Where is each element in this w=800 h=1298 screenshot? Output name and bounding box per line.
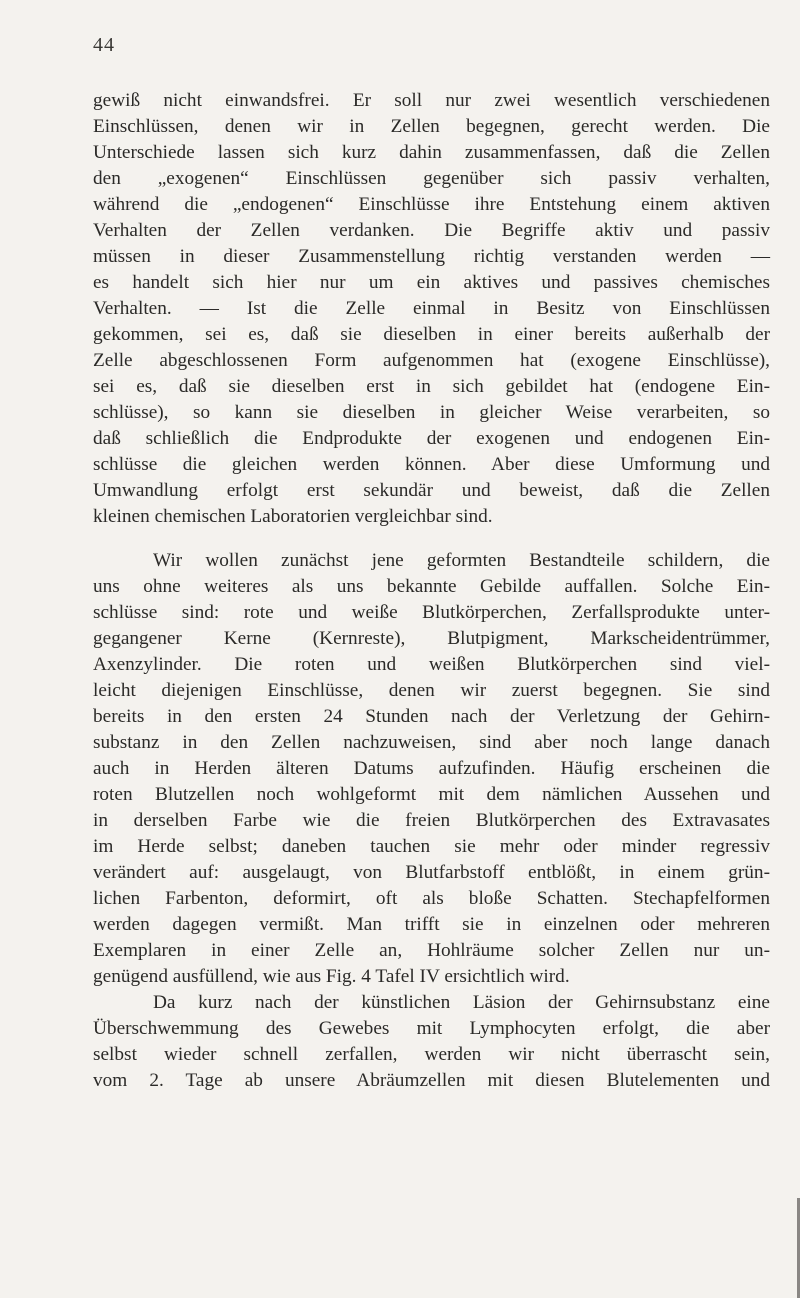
paragraph-2 <box>93 548 770 990</box>
text-line: gekommen, sei es, daß sie dieselben in einer bereits außerhalb der <box>93 324 770 345</box>
text-line: genügend ausfüllend, wie aus Fig. 4 Tafel IV ersichtlich wird. <box>93 966 570 987</box>
text-line: auch in Herden älteren Datums aufzufinden. Häufig erscheinen die <box>93 758 770 779</box>
body-text <box>93 88 770 1094</box>
text-line: daß schließlich die Endprodukte der exogenen und endogenen Ein- <box>93 428 770 449</box>
page-number: 44 <box>93 34 115 56</box>
text-line: substanz in den Zellen nachzuweisen, sind aber noch lange danach <box>93 732 770 753</box>
text-line: müssen in dieser Zusammenstellung richtig verstanden werden — <box>93 246 770 267</box>
text-line: schlüsse), so kann sie dieselben in gleicher Weise verarbeiten, so <box>93 402 770 423</box>
text-line: uns ohne weiteres als uns bekannte Gebilde auffallen. Solche Ein- <box>93 576 770 597</box>
text-line: gewiß nicht einwandsfrei. Er soll nur zwei wesentlich verschiedenen <box>93 90 770 111</box>
text-line: Überschwemmung des Gewebes mit Lymphocyten erfolgt, die aber <box>93 1018 770 1039</box>
text-line: gegangener Kerne (Kernreste), Blutpigment, Markscheidentrümmer, <box>93 628 770 649</box>
paragraph-3 <box>93 990 770 1094</box>
text-line: vom 2. Tage ab unsere Abräumzellen mit diesen Blutelementen und <box>93 1070 770 1091</box>
text-line: im Herde selbst; daneben tauchen sie mehr oder minder regressiv <box>93 836 770 857</box>
text-line: roten Blutzellen noch wohlgeformt mit dem nämlichen Aussehen und <box>93 784 770 805</box>
text-line: sei es, daß sie dieselben erst in sich gebildet hat (endogene Ein- <box>93 376 770 397</box>
text-line: in derselben Farbe wie die freien Blutkörperchen des Extravasates <box>93 810 770 831</box>
text-line: Verhalten der Zellen verdanken. Die Begriffe aktiv und passiv <box>93 220 770 241</box>
text-line: es handelt sich hier nur um ein aktives und passives chemisches <box>93 272 770 293</box>
text-line: lichen Farbenton, deformirt, oft als bloße Schatten. Stechapfelformen <box>93 888 770 909</box>
text-line: Da kurz nach der künstlichen Läsion der Gehirnsubstanz eine <box>153 992 770 1013</box>
text-line: Exemplaren in einer Zelle an, Hohlräume solcher Zellen nur un- <box>93 940 770 961</box>
text-line: werden dagegen vermißt. Man trifft sie in einzelnen oder mehreren <box>93 914 770 935</box>
text-line: Unterschiede lassen sich kurz dahin zusammenfassen, daß die Zellen <box>93 142 770 163</box>
text-line: leicht diejenigen Einschlüsse, denen wir zuerst begegnen. Sie sind <box>93 680 770 701</box>
text-line: Wir wollen zunächst jene geformten Bestandteile schildern, die <box>153 550 770 571</box>
paragraph-1 <box>93 88 770 530</box>
text-line: selbst wieder schnell zerfallen, werden wir nicht überrascht sein, <box>93 1044 770 1065</box>
text-line: kleinen chemischen Laboratorien vergleichbar sind. <box>93 506 493 527</box>
text-line: Einschlüssen, denen wir in Zellen begegnen, gerecht werden. Die <box>93 116 770 137</box>
text-line: verändert auf: ausgelaugt, von Blutfarbstoff entblößt, in einem grün- <box>93 862 770 883</box>
text-line: Verhalten. — Ist die Zelle einmal in Besitz von Einschlüssen <box>93 298 770 319</box>
text-line: während die „endogenen“ Einschlüsse ihre Entstehung einem aktiven <box>93 194 770 215</box>
text-line: Umwandlung erfolgt erst sekundär und beweist, daß die Zellen <box>93 480 770 501</box>
text-line: den „exogenen“ Einschlüssen gegenüber sich passiv verhalten, <box>93 168 770 189</box>
text-line: schlüsse sind: rote und weiße Blutkörperchen, Zerfallsprodukte unter- <box>93 602 770 623</box>
text-line: Axenzylinder. Die roten und weißen Blutkörperchen sind viel- <box>93 654 770 675</box>
text-line: schlüsse die gleichen werden können. Aber diese Umformung und <box>93 454 770 475</box>
text-line: Zelle abgeschlossenen Form aufgenommen hat (exogene Einschlüsse), <box>93 350 770 371</box>
text-line: bereits in den ersten 24 Stunden nach der Verletzung der Gehirn- <box>93 706 770 727</box>
